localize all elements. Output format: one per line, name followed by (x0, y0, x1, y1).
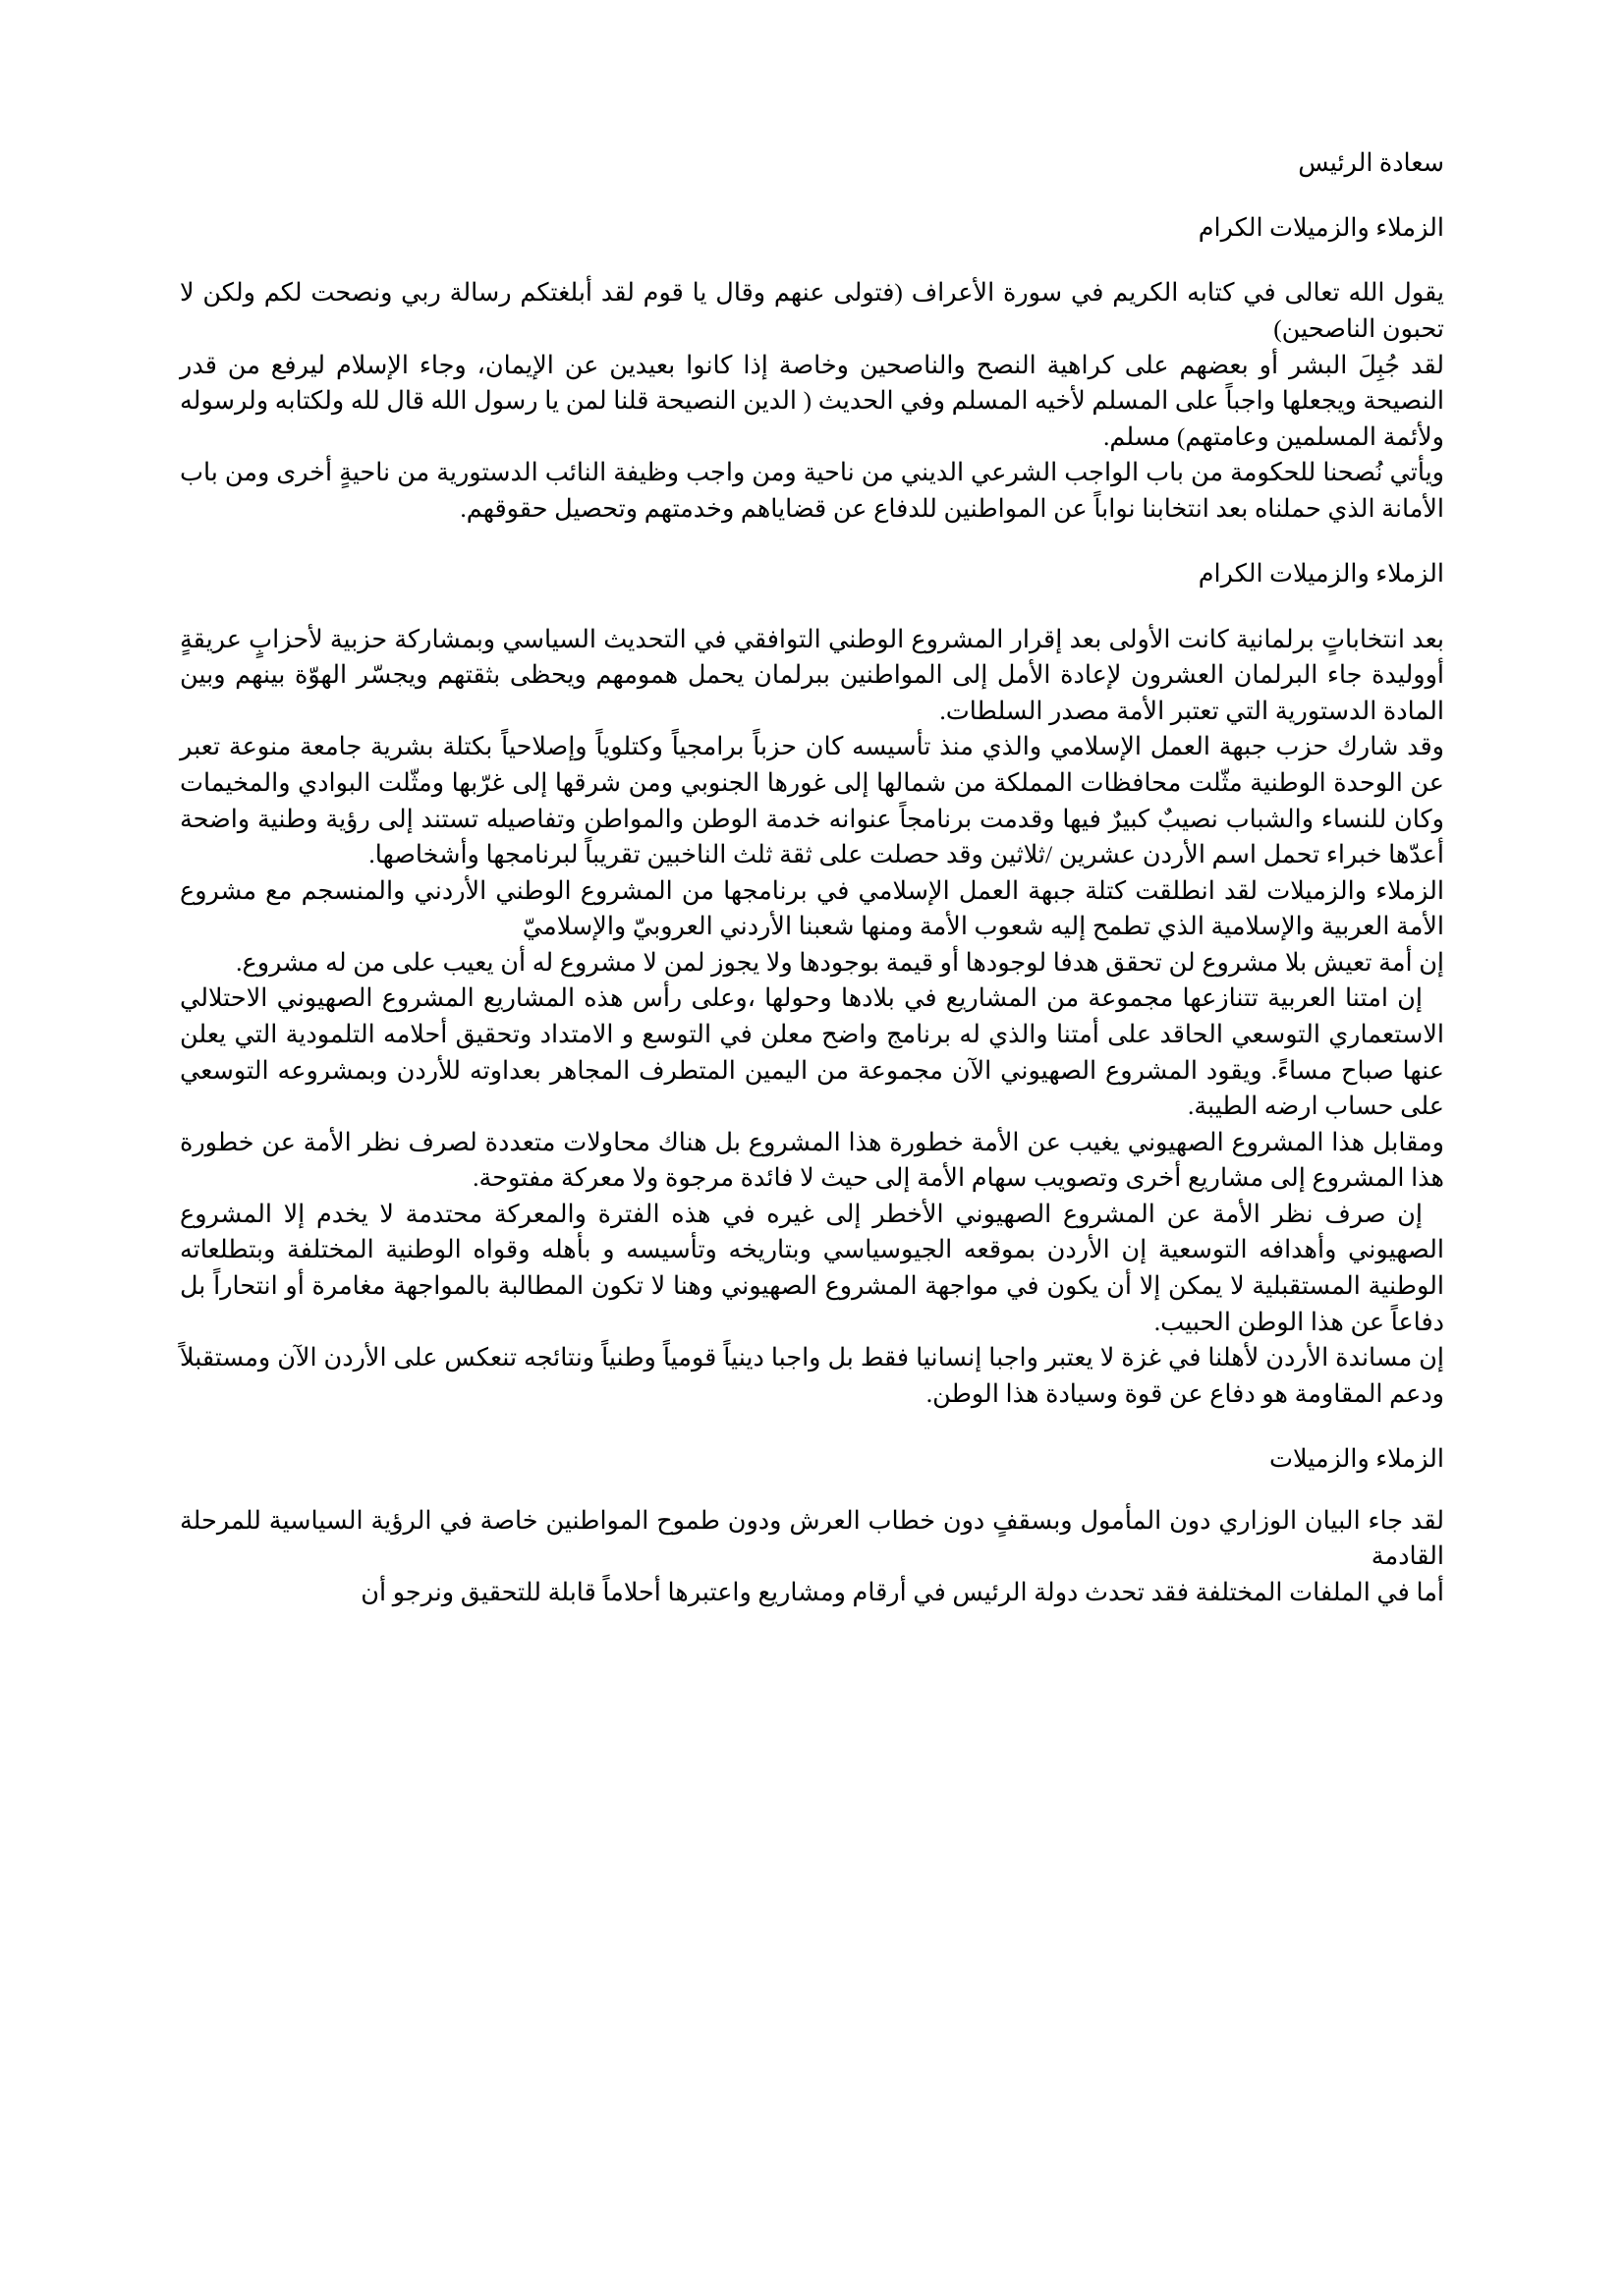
paragraph-gaza-support: إن مساندة الأردن لأهلنا في غزة لا يعتبر واجبا إنسانيا فقط بل واجبا دينياً قومياً وطنياً ونتائجه تنعكس على الأردن الآن ومستقبلاً ودعم المقاومة هو دفاع عن قوة وسيادة هذا الوطن. (180, 1343, 1444, 1408)
paragraph-islamic-action-front: وقد شارك حزب جبهة العمل الإسلامي والذي منذ تأسيسه كان حزباً برامجياً وكتلوياً وإصلاحياً بكتلة بشرية جامعة منوعة تعبر عن الوحدة الوطنية مثّلت محافظات المملكة من شمالها إلى غورها الجنوبي ومن شرقها إلى غرّبها ومثّلت البوادي والمخيمات وكان للنساء والشباب نصيبٌ كبيرٌ فيها وقدمت برنامجاً عنوانه خدمة الوطن والمواطن وتفاصيله تستند إلى رؤية وطنية واضحة أعدّها خبراء تحمل اسم الأردن عشرين /ثلاثين وقد حصلت على ثقة ثلث الناخبين تقريباً لبرنامجها وأشخاصها. (180, 732, 1444, 869)
salutation-president: سعادة الرئيس (1298, 148, 1444, 177)
paragraph-ministerial-statement: لقد جاء البيان الوزاري دون المأمول وبسقفٍ دون خطاب العرش ودون طموح المواطنين خاصة في الرؤية السياسية للمرحلة القادمة (180, 1505, 1444, 1571)
salutation-colleagues-1: الزملاء والزميلات الكرام (1198, 213, 1444, 243)
paragraph-parliamentary-elections: بعد انتخاباتٍ برلمانية كانت الأولى بعد إقرار المشروع الوطني التوافقي في التحديث السياسي وبمشاركة حزبية لأحزابٍ عريقةٍ أووليدة جاء البرلمان العشرون لإعادة الأمل إلى المواطنين ببرلمان يحمل همومهم ويحظى بثقتهم ويجسّر الهوّة بينهم وبين المادة الدستورية التي تعتبر الأمة مصدر السلطات. (180, 624, 1444, 725)
paragraph-files-and-projects: أما في الملفات المختلفة فقد تحدث دولة الرئيس في أرقام ومشاريع واعتبرها أحلاماً قابلة للتحقيق ونرجو أن (361, 1577, 1444, 1606)
paragraph-zionist-project: إن امتنا العربية تتنازعها مجموعة من المشاريع في بلادها وحولها ،وعلى رأس هذه المشاريع المشروع الصهيوني الاحتلالي الاستعماري التوسعي الحاقد على أمتنا والذي له برنامج واضح معلن في التوسع و الامتداد وتحقيق أحلامه التلمودية التي يعلن عنها صباح مساءً. ويقود المشروع الصهيوني الآن مجموعة من اليمين المتطرف المجاهر بعداوته للأردن وبمشروعه التوسعي على حساب ارضه الطيبة. (180, 983, 1444, 1121)
paragraph-national-project: الزملاء والزميلات لقد انطلقت كتلة جبهة العمل الإسلامي في برنامجها من المشروع الوطني الأردني والمنسجم مع مشروع الأمة العربية والإسلامية الذي تطمح إليه شعوب الأمة ومنها شعبنا الأردني العروبيّ والإسلاميّ (180, 875, 1444, 941)
paragraph-distraction-attempts: ومقابل هذا المشروع الصهيوني يغيب عن الأمة خطورة هذا المشروع بل هناك محاولات متعددة لصرف نظر الأمة عن خطورة هذا المشروع إلى مشاريع أخرى وتصويب سهام الأمة إلى حيث لا فائدة مرجوة ولا معركة مفتوحة. (180, 1127, 1444, 1193)
document-content (180, 145, 1444, 1610)
paragraph-jordan-confrontation: إن صرف نظر الأمة عن المشروع الصهيوني الأخطر إلى غيره في هذه الفترة والمعركة محتدمة لا يخدم إلا المشروع الصهيوني وأهدافه التوسعية إن الأردن بموقعه الجيوسياسي وبتاريخه وتأسيسه و بأهله وقواه الوطنية المختلفة وبتطلعاته الوطنية المستقبلية لا يمكن إلا أن يكون في مواجهة المشروع الصهيوني وهنا لا تكون المطالبة بالمواجهة مغامرة أو انتحاراً بل دفاعاً عن هذا الوطن الحبيب. (180, 1199, 1444, 1336)
paragraph-quran-verse: يقول الله تعالى في كتابه الكريم في سورة الأعراف (فتولى عنهم وقال يا قوم لقد أبلغتكم رسالة ربي ونصحت لكم ولكن لا تحبون الناصحين) (180, 278, 1444, 343)
section-spacer-1 (180, 527, 1444, 556)
paragraph-nasiha-hadith: لقد جُبِلَ البشر أو بعضهم على كراهية النصح والناصحين وخاصة إذا كانوا بعيدين عن الإيمان، وجاء الإسلام ليرفع من قدر النصيحة ويجعلها واجباً على المسلم لأخيه المسلم وفي الحديث ( الدين النصيحة قلنا لمن يا رسول الله قال لله ولكتابه ولرسوله ولأئمة المسلمين وعامتهم) مسلم. (180, 350, 1444, 451)
salutation-colleagues-2: الزملاء والزميلات الكرام (1198, 559, 1444, 588)
paragraph-nation-without-project: إن أمة تعيش بلا مشروع لن تحقق هدفا لوجودها أو قيمة بوجودها ولا يجوز لمن لا مشروع له أن يعيب على من له مشروع. (236, 947, 1444, 977)
section-spacer-2 (180, 1412, 1444, 1441)
salutation-colleagues-3: الزملاء والزميلات (1269, 1444, 1444, 1474)
paragraph-advice-to-government: ويأتي نُصحنا للحكومة من باب الواجب الشرعي الديني من ناحية ومن واجب وظيفة النائب الدستورية من ناحيةٍ أخرى ومن باب الأمانة الذي حملناه بعد انتخابنا نواباً عن المواطنين للدفاع عن قضاياهم وخدمتهم وتحصيل حقوقهم. (180, 458, 1444, 523)
